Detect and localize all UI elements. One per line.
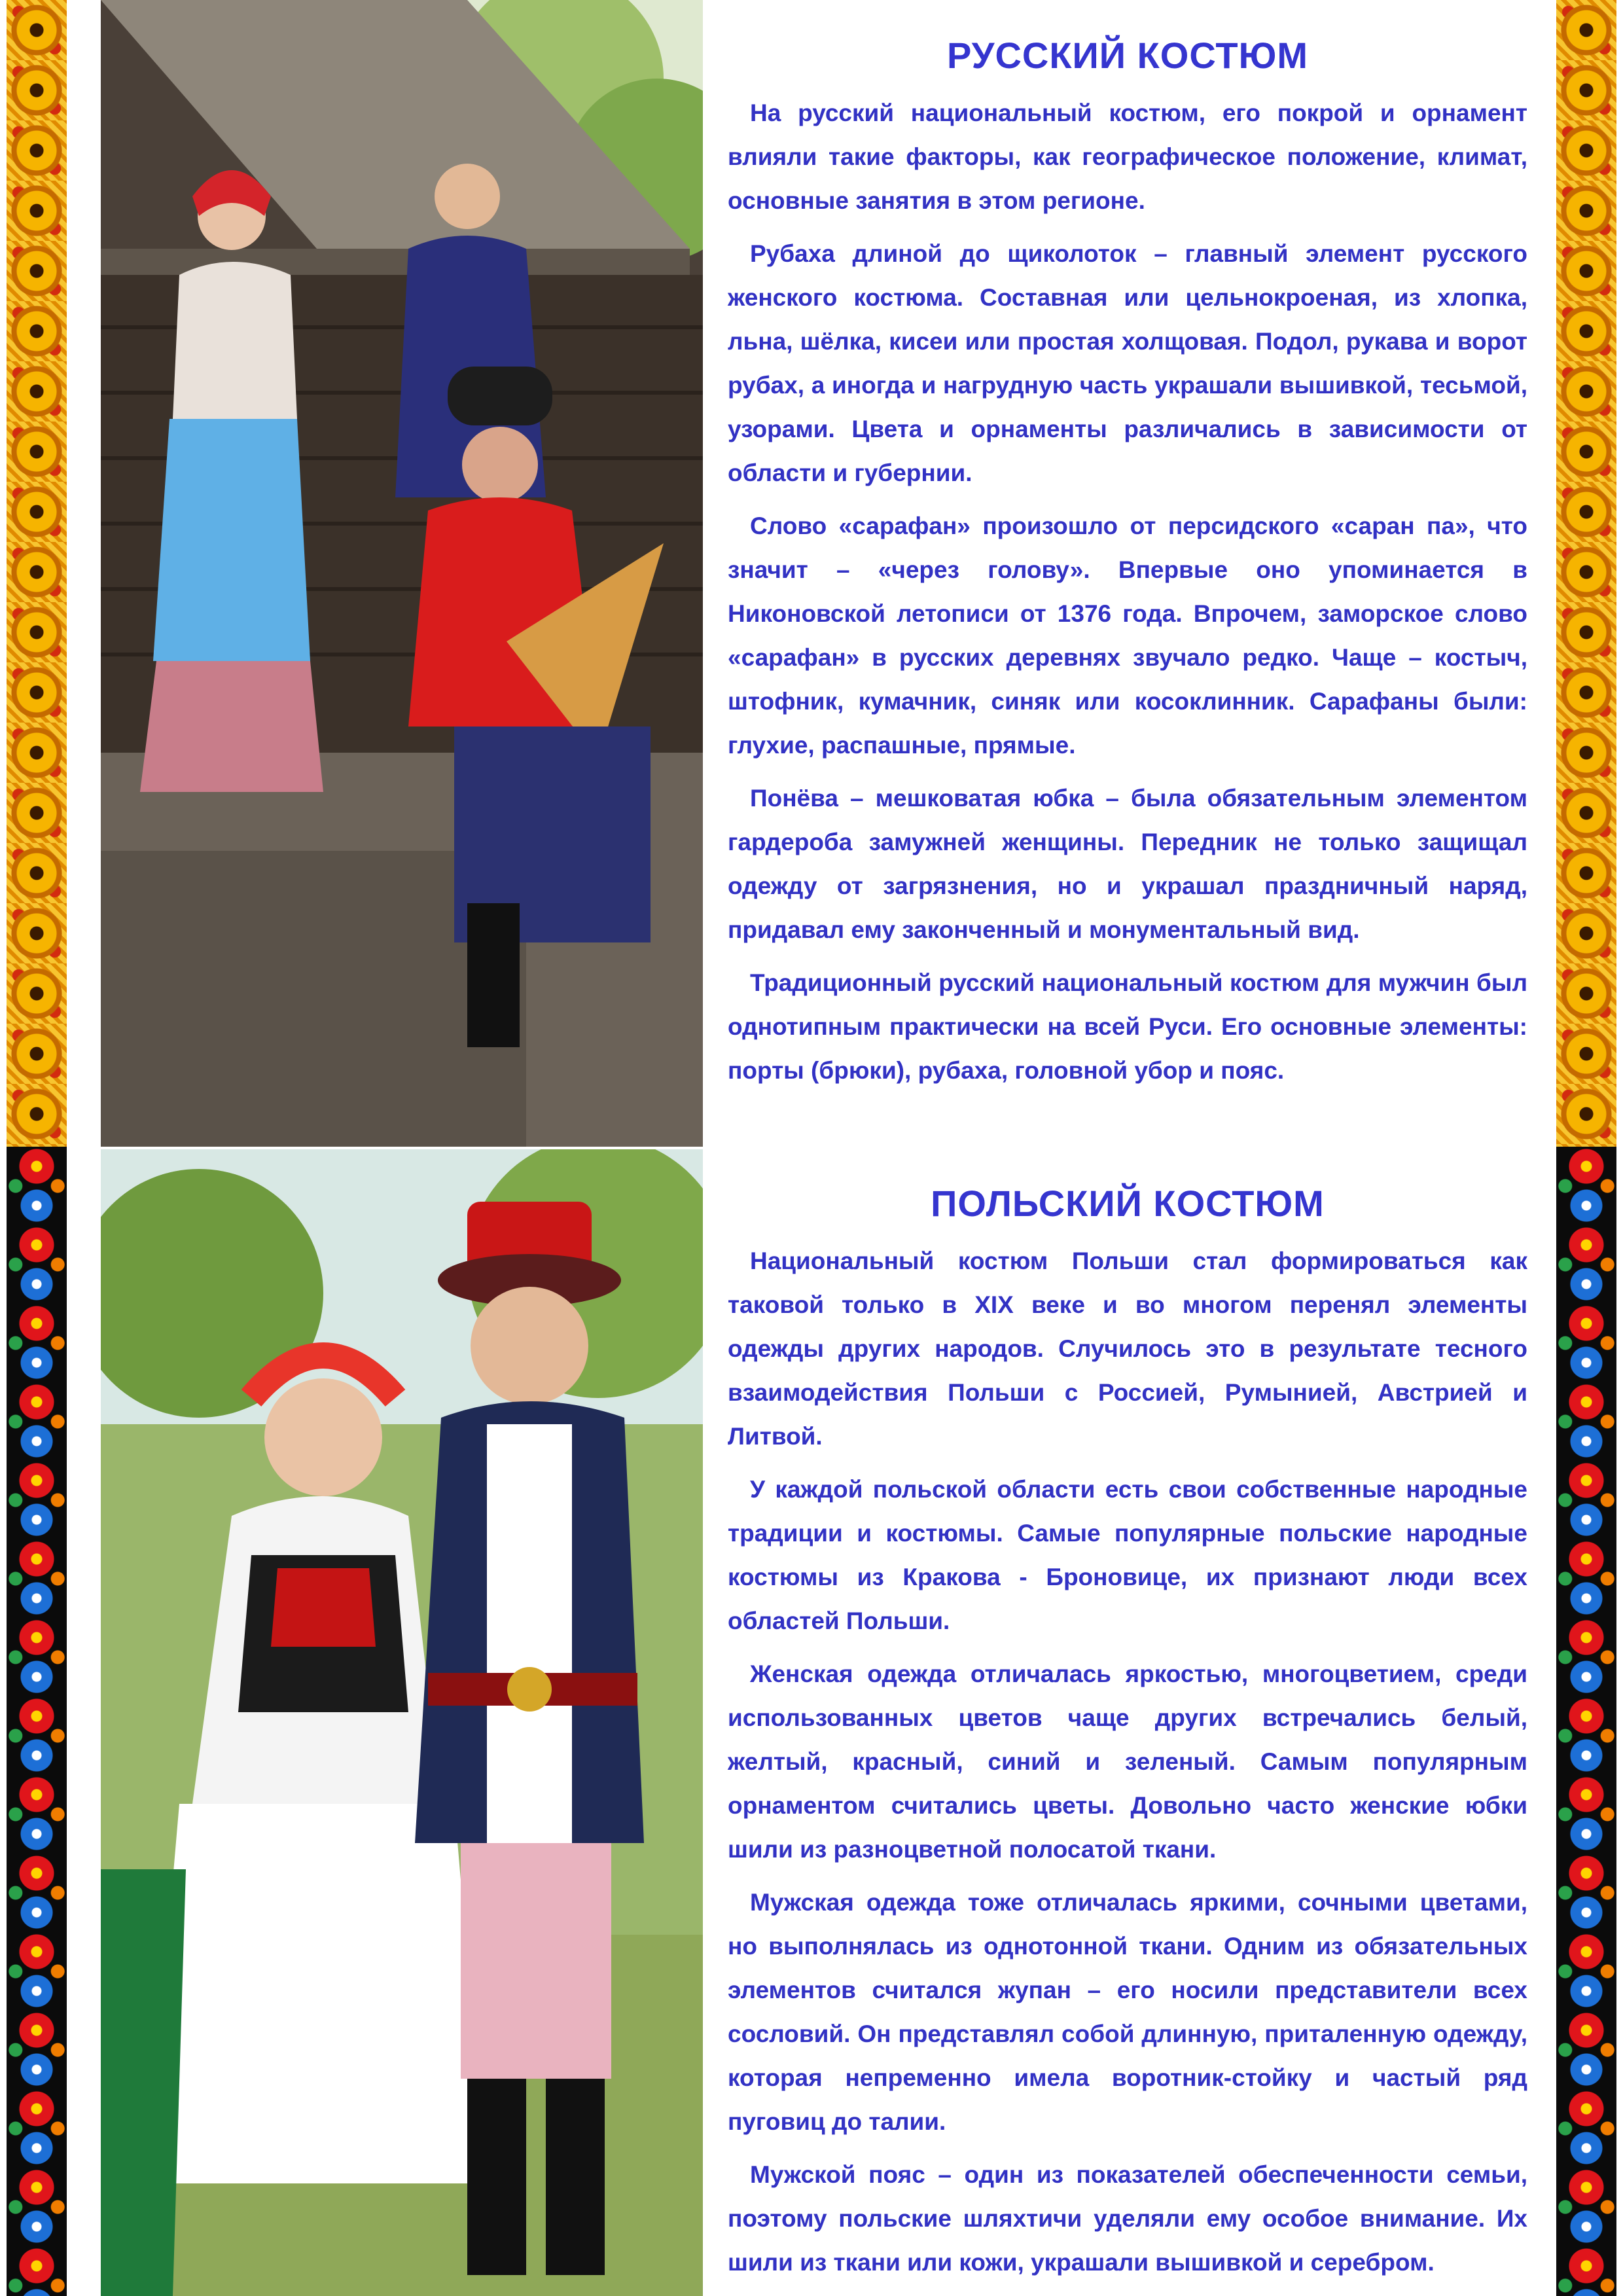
- russian-paragraph-2: Рубаха длиной до щиколоток – главный элемент русского женского костюма. Составная или цельнокроеная, из хлопка, льна, шёлка, кисеи или простая холщовая. Подол, рукава и ворот рубах, а иногда и нагрудную часть украшали вышивкой, тесьмой, узорами. Цвета и орнаменты различались в зависимости от области и губернии.: [728, 240, 1527, 486]
- russian-paragraph-1: На русский национальный костюм, его покрой и орнамент влияли такие факторы, как географическое положение, климат, основные занятия в этом регионе.: [728, 99, 1527, 214]
- polish-ornament-border-left: [7, 1147, 67, 2296]
- russian-costume-photo: [101, 0, 703, 1147]
- polish-paragraph-3: Женская одежда отличалась яркостью, многоцветием, среди использованных цветов чаще других встречались белый, желтый, красный, синий и зеленый. Самым популярным орнаментом считались цветы. Довольно часто женские юбки шили из разноцветной полосатой ткани.: [728, 1660, 1527, 1863]
- russian-paragraph-5: Традиционный русский национальный костюм для мужчин был однотипным практически на всей Руси. Его основные элементы: порты (брюки), рубаха, головной убор и пояс.: [728, 969, 1527, 1084]
- polish-paragraph-1: Национальный костюм Польши стал формироваться как таковой только в XIX веке и во многом перенял элементы одежды других народов. Случилось это в результате тесного взаимодействия Польши с Россией, Румынией, Австрией и Литвой.: [728, 1247, 1527, 1450]
- russian-costume-section: [728, 34, 1527, 1102]
- polish-costume-title: ПОЛЬСКИЙ КОСТЮМ: [931, 1183, 1325, 1224]
- russian-costume-title: РУССКИЙ КОСТЮМ: [947, 35, 1308, 76]
- russian-ornament-border-left: [7, 0, 67, 1147]
- russian-ornament-border-right: [1556, 0, 1616, 1147]
- russian-paragraph-3: Слово «сарафан» произошло от персидского «саран па», что значит – «через голову». Впервые оно упоминается в Никоновской летописи от 1376 года. Впрочем, заморское слово «сарафан» в русских деревнях звучало редко. Чаще – костыч, штофник, кумачник, синяк или косоклинник. Сарафаны были: глухие, распашные, прямые.: [728, 512, 1527, 759]
- russian-paragraph-4: Понёва – мешковатая юбка – была обязательным элементом гардероба замужней женщины. Передник не только защищал одежду от загрязнения, но и украшал праздничный наряд, придавал ему законченный и монументальный вид.: [728, 785, 1527, 943]
- polish-paragraph-2: У каждой польской области есть свои собственные народные традиции и костюмы. Самые популярные польские народные костюмы из Кракова - Броновице, их признают люди всех областей Польши.: [728, 1476, 1527, 1634]
- polish-paragraph-4: Мужская одежда тоже отличалась яркими, сочными цветами, но выполнялась из однотонной ткани. Одним из обязательных элементов считался жупан – его носили представители всех сословий. Он представлял собой длинную, приталенную одежду, которая непременно имела воротник-стойку и частый ряд пуговиц до талии.: [728, 1889, 1527, 2135]
- polish-costume-section: [728, 1182, 1527, 2293]
- polish-costume-photo: [101, 1149, 703, 2296]
- polish-paragraph-5: Мужской пояс – один из показателей обеспеченности семьи, поэтому польские шляхтичи уделяли ему особое внимание. Их шили из ткани или кожи, украшали вышивкой и серебром.: [728, 2161, 1527, 2276]
- polish-ornament-border-right: [1556, 1147, 1616, 2296]
